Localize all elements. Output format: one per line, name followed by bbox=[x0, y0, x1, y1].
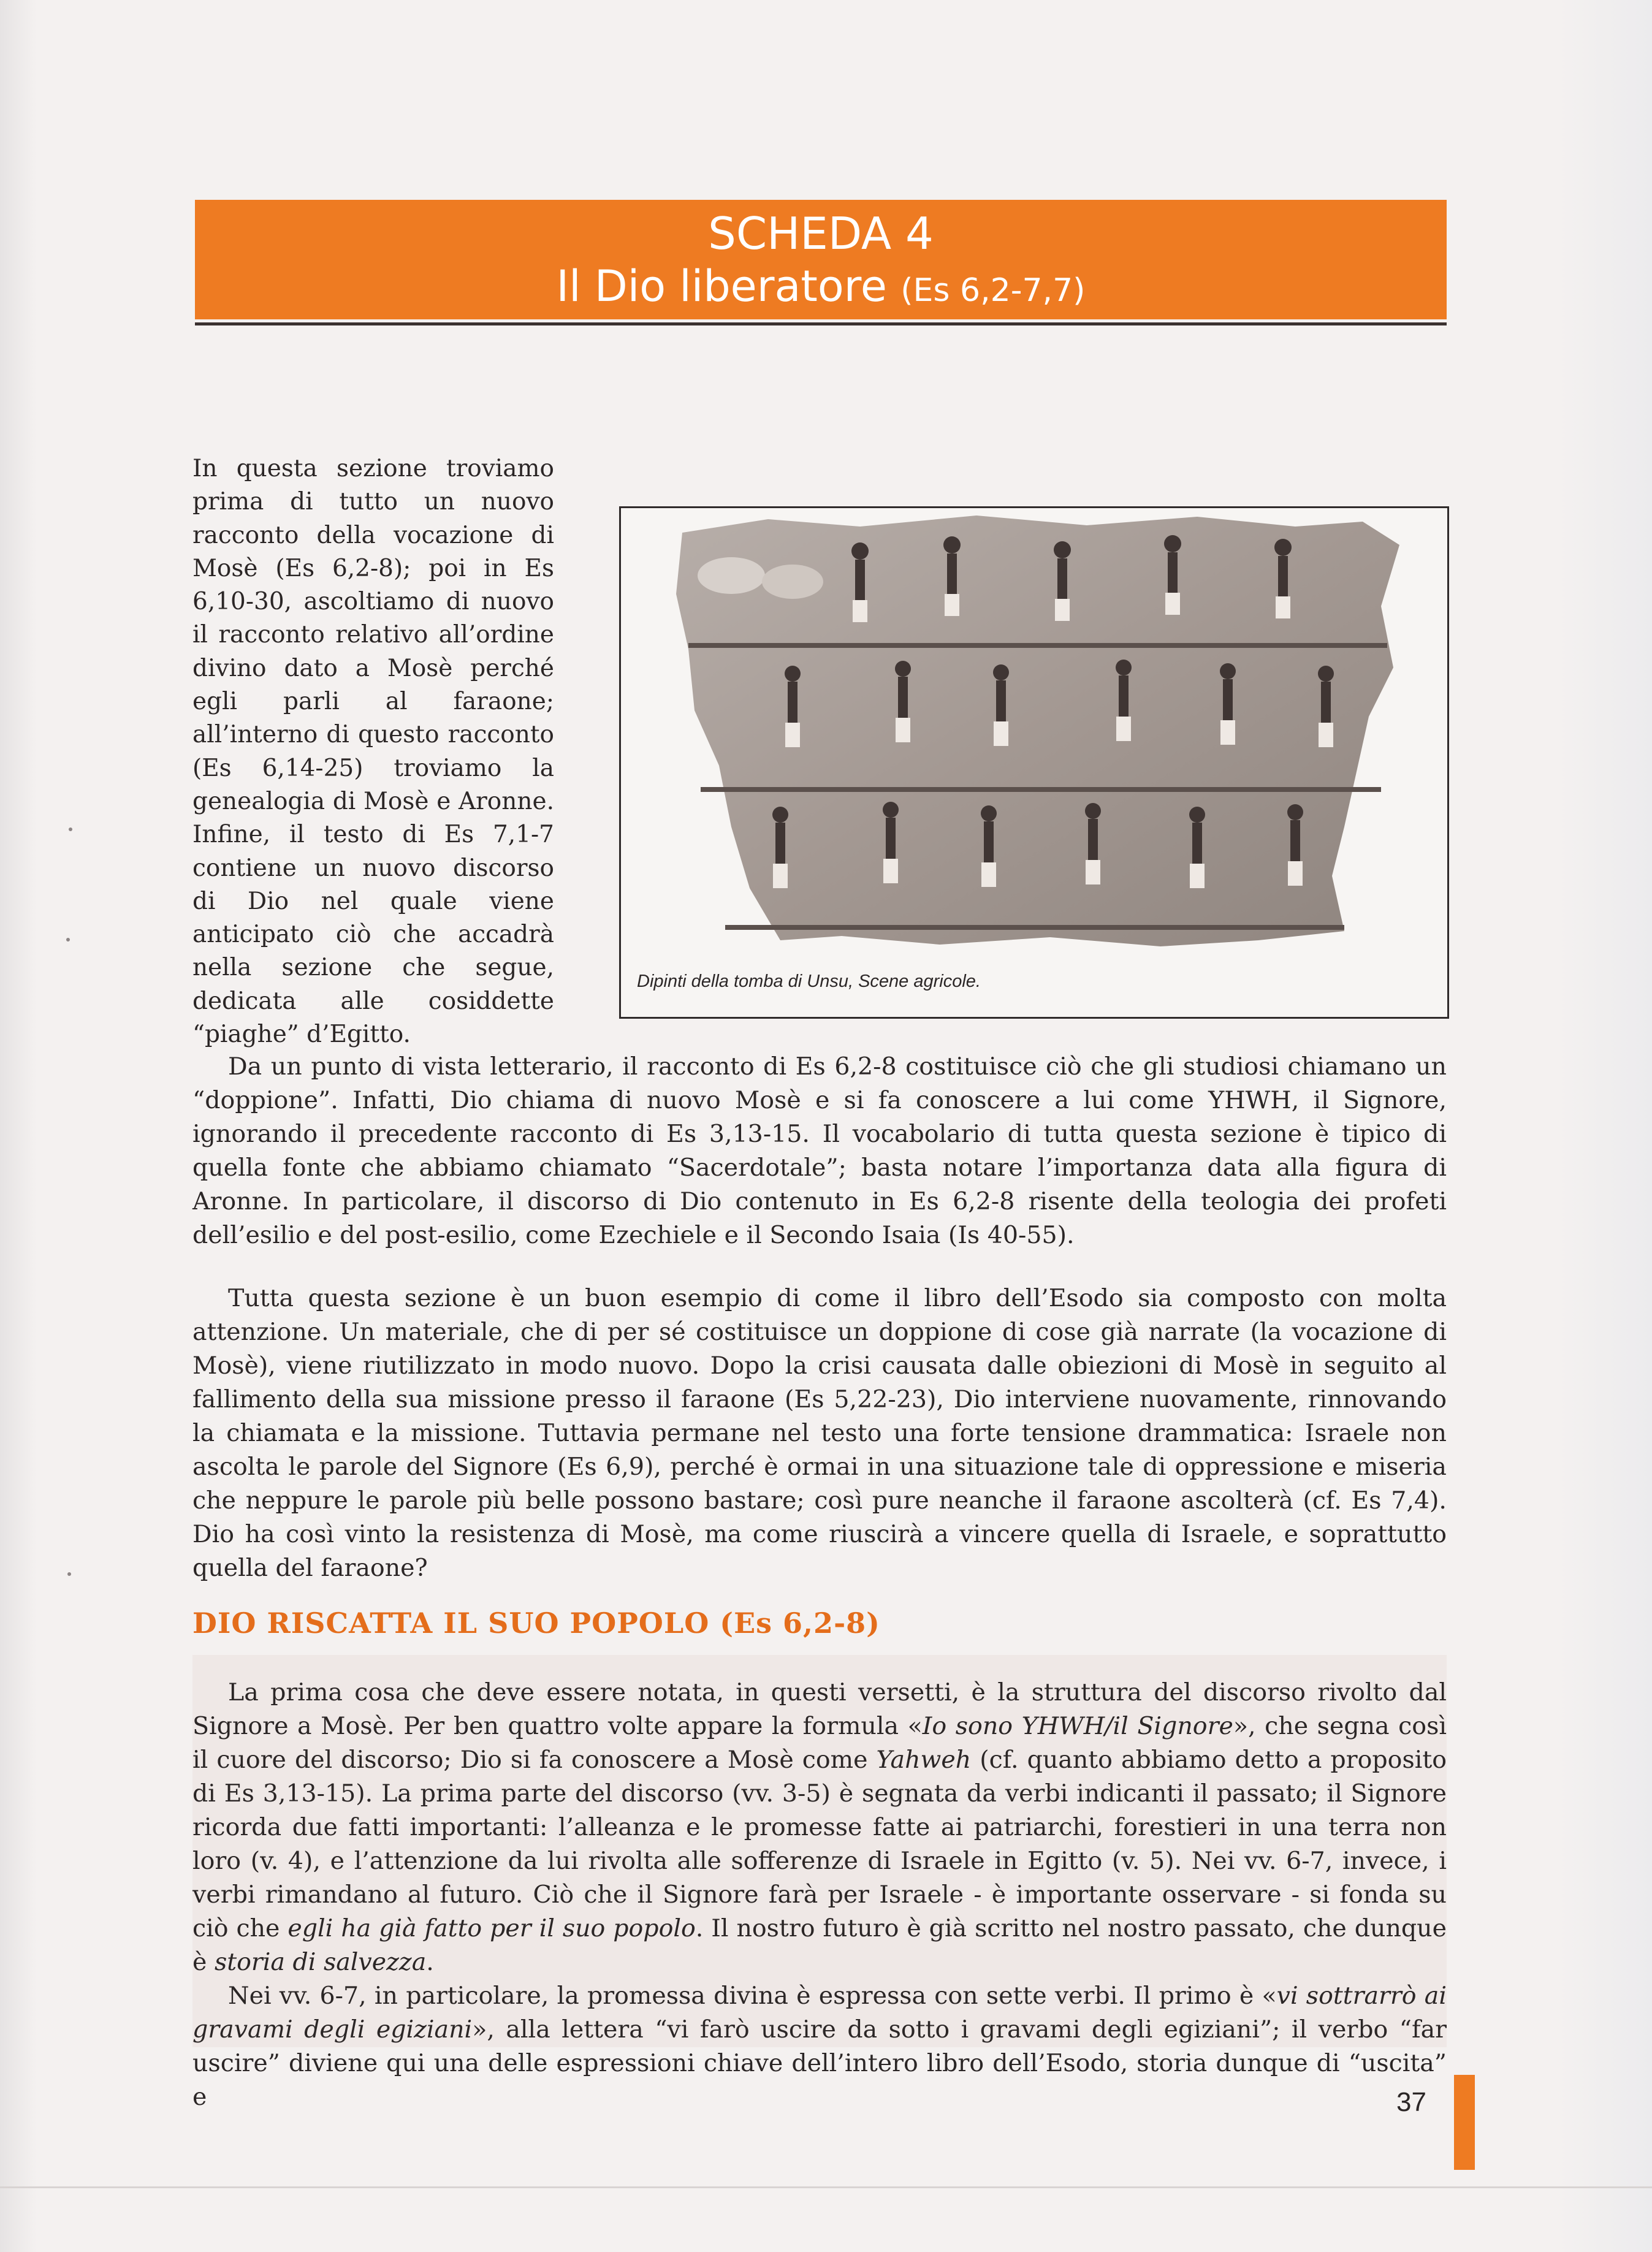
text-run: (cf. quanto abbiamo detto a proposito di Es 3,13-15). La prima parte del discorso (vv. 3-5) è segnata da verbi indicanti il passato; il Signore ricorda due fatti importanti: l’alleanza e le promesse fatte ai patriarchi, forestieri in una terra non loro (v. 4), e l’attenzione da lui rivolta alle sofferenze di Israele in Egitto (v. 5). Nei vv. 6-7, invece, i verbi rimandano al futuro. Ciò che il Signore farà per Israele - è importante osservare - si fonda su ciò che bbox=[192, 1746, 1447, 1942]
paragraph-sette-verbi bbox=[192, 1979, 1447, 2114]
text-run-italic: storia di salvezza bbox=[214, 1948, 427, 1976]
text-run: Nei vv. 6-7, in particolare, la promessa divina è espressa con sette verbi. Il primo è « bbox=[228, 1982, 1277, 2010]
section-heading: DIO RISCATTA IL SUO POPOLO (Es 6,2-8) bbox=[192, 1607, 880, 1640]
tomb-painting-image bbox=[658, 508, 1442, 968]
paragraph-struttura bbox=[192, 1676, 1447, 1979]
header-rule bbox=[195, 322, 1447, 325]
text-run-italic: vi sottrarrò ai gravami degli egiziani bbox=[192, 1982, 1447, 2044]
page-number: 37 bbox=[1396, 2087, 1426, 2117]
paragraph-composizione bbox=[192, 1282, 1447, 1585]
paragraph-doppione bbox=[192, 1050, 1447, 1252]
text-run: », alla lettera “vi farò uscire da sotto i gravami degli egiziani”; il verbo “far uscire” diviene qui una delle espressioni chiave dell’intero libro dell’Esodo, storia dunque di “uscita” e bbox=[192, 2015, 1447, 2111]
page-title: SCHEDA 4 bbox=[708, 208, 934, 259]
page-tab-marker bbox=[1454, 2075, 1475, 2170]
paragraph-text: Da un punto di vista letterario, il racconto di Es 6,2-8 costituisce ciò che gli studiosi chiamano un “doppione”. Infatti, Dio chiama di nuovo Mosè e si fa conoscere a lui come YHWH, il Signore, ignorando il precedente racconto di Es 3,13-15. Il vocabolario di tutta questa sezione è tipico di quella fonte che abbiamo chiamato “Sacerdotale”; basta notare l’importanza data alla figura di Aronne. In particolare, il discorso di Dio contenuto in Es 6,2-8 risente della teologia dei profeti dell’esilio e del post-esilio, come Ezechiele e il Secondo Isaia (Is 40-55). bbox=[192, 1052, 1447, 1249]
page-shade-left bbox=[0, 0, 37, 2252]
scan-mark bbox=[67, 1572, 71, 1576]
text-run-italic: Io sono YHWH/il Signore bbox=[922, 1712, 1233, 1740]
text-run-italic: egli ha già fatto per il suo popolo bbox=[287, 1914, 696, 1942]
subtitle-reference: (Es 6,2-7,7) bbox=[900, 272, 1086, 309]
page-shade-right bbox=[1557, 0, 1652, 2252]
subtitle-text: Il Dio liberatore bbox=[556, 261, 887, 311]
scan-mark bbox=[66, 938, 70, 942]
section-body bbox=[192, 1676, 1447, 2114]
figure-caption: Dipinti della tomba di Unsu, Scene agricole. bbox=[637, 972, 981, 991]
text-run: La prima cosa che deve essere notata, in questi versetti, è la struttura del discorso rivolto dal Signore a Mosè. Per ben quattro volte appare la formula « bbox=[192, 1678, 1447, 1740]
bottom-rule bbox=[0, 2186, 1652, 2188]
scan-mark bbox=[69, 827, 72, 831]
paragraph-text: Tutta questa sezione è un buon esempio di come il libro dell’Esodo sia composto con molta attenzione. Un materiale, che di per sé costituisce un doppione di cose già narrate (la vocazione di Mosè), viene riutilizzato in modo nuovo. Dopo la crisi causata dalle obiezioni di Mosè in seguito al fallimento della sua missione presso il faraone (Es 5,22-23), Dio interviene nuovamente, rinnovando la chiamata e la missione. Tuttavia permane nel testo una forte tensione drammatica: Israele non ascolta le parole del Signore (Es 6,9), perché è ormai in una situazione tale di oppressione e miseria che neppure le parole più belle possono bastare; così pure neanche il faraone ascolterà (cf. Es 7,4). Dio ha così vinto la resistenza di Mosè, ma come riuscirà a vincere quella di Israele, e soprattutto quella del faraone? bbox=[192, 1284, 1447, 1582]
text-run: », che segna così il cuore del discorso; Dio si fa conoscere a Mosè come bbox=[192, 1712, 1447, 1774]
text-run: . Il nostro futuro è già scritto nel nostro passato, che dunque è bbox=[192, 1914, 1447, 1976]
sidebar-intro-text: In questa sezione troviamo prima di tutto un nuovo racconto della vocazione di Mosè (Es 6,2-8); poi in Es 6,10-30, ascoltiamo di nuovo il racconto relativo all’ordine divino dato a Mosè perché egli parli al faraone; all’interno di questo racconto (Es 6,14-25) troviamo la genealogia di Mosè e Aronne. Infine, il testo di Es 7,1-7 contiene un nuovo discorso di Dio nel quale viene anticipato ciò che accadrà nella sezione che segue, dedicata alle cosiddette “piaghe” d’Egitto. bbox=[192, 455, 554, 1049]
figure-box bbox=[619, 506, 1449, 1019]
header-band bbox=[195, 200, 1447, 319]
text-run-italic: Yahweh bbox=[876, 1746, 972, 1774]
page-subtitle bbox=[195, 260, 1447, 317]
text-run: . bbox=[426, 1948, 434, 1976]
